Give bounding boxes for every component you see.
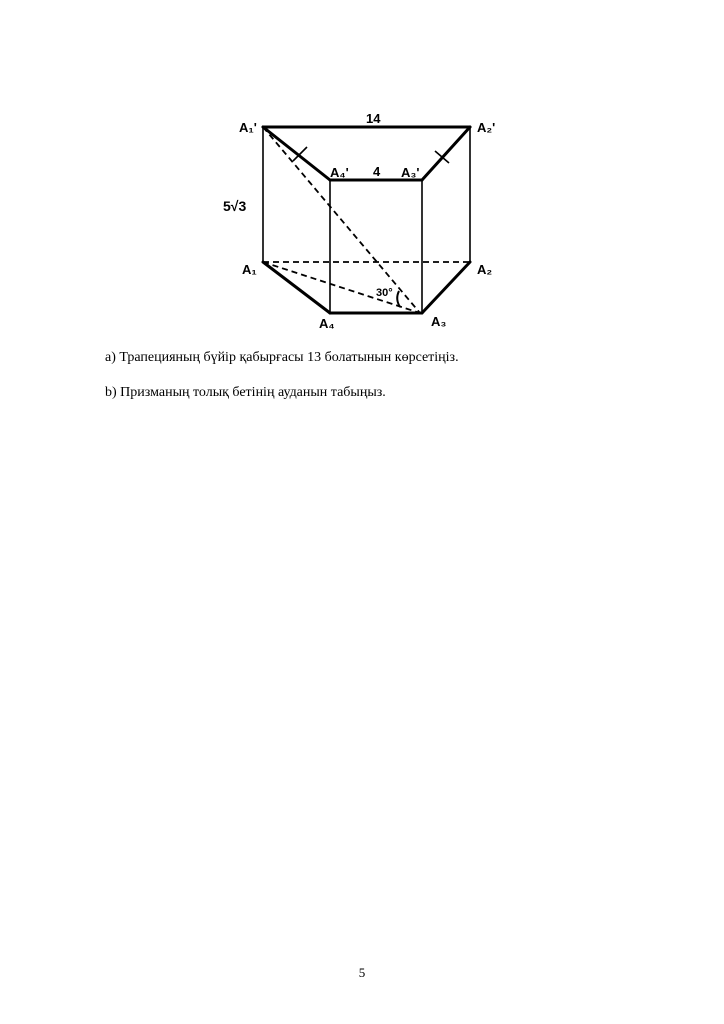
- label-a2-top: A₂': [477, 120, 496, 135]
- edge-a1-a4: [263, 262, 330, 313]
- label-a4: A₄: [319, 316, 335, 331]
- length-top-edge: 14: [366, 111, 381, 126]
- prism-diagram: [215, 105, 515, 335]
- label-a3: A₃: [431, 314, 447, 329]
- edge-a3-a2: [422, 262, 470, 313]
- label-a1: A₁: [242, 262, 257, 277]
- task-a: a) Трапецияның бүйір қабырғасы 13 болатынын көрсетіңіз.: [105, 350, 459, 365]
- label-a2: A₂: [477, 262, 493, 277]
- label-a3-top: A₃': [401, 165, 420, 180]
- edge-a3t-a2t: [422, 127, 470, 180]
- edge-a1t-a4t: [263, 127, 330, 180]
- angle-label: 30°: [376, 287, 393, 299]
- length-inner-edge: 4: [373, 164, 381, 179]
- length-height: 5√3: [223, 198, 247, 214]
- task-b: b) Призманың толық бетінің ауданын табыңыз.: [105, 385, 386, 400]
- diagonal-a1-a3: [263, 262, 420, 313]
- label-a1-top: A₁': [239, 120, 257, 135]
- prism-figure: [215, 105, 515, 335]
- page-number: 5: [358, 965, 366, 980]
- label-a4-top: A₄': [330, 165, 349, 180]
- angle-arc: [397, 291, 400, 307]
- diagonal-a1t-a3: [263, 127, 420, 313]
